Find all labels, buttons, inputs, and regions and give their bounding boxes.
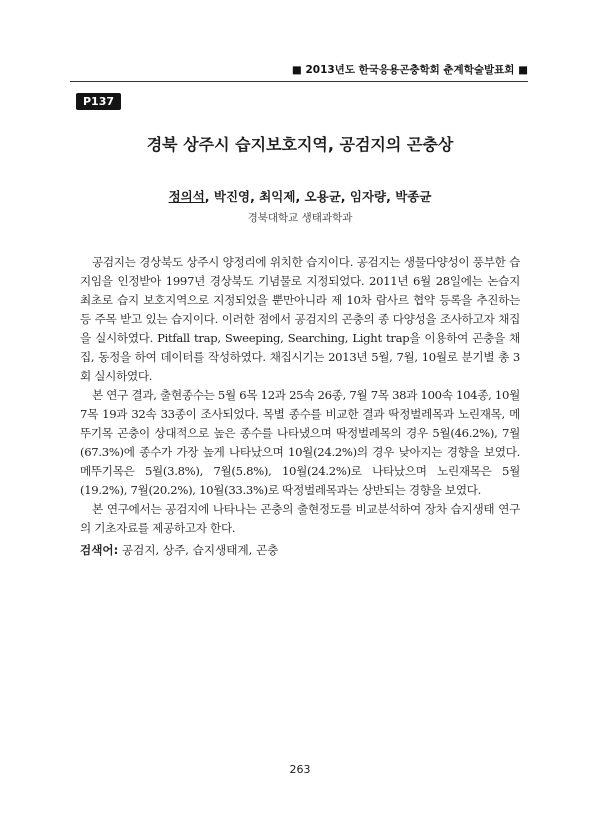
first-author: 정의석: [168, 189, 205, 204]
affiliation: 경북대학교 생태과학과: [247, 212, 353, 224]
page-number: 263: [289, 763, 311, 776]
author-list: [120, 187, 480, 205]
poster-number-badge: P137: [76, 93, 121, 110]
header-rule: [70, 81, 528, 82]
abstract-paragraph-2: 본 연구 결과, 출현종수는 5월 6목 12과 25속 26종, 7월 7목 38과 100속 104종, 10월 7목 19과 32속 33종이 조사되었다. 목별 종수를 비교한 결과 딱정벌레목과 노린재목, 메뚜기목 곤충이 상대적으로 높은 종수를 나타냈으며 딱정벌레목의 경우 5월(46.2%), 7월(67.3%)에 종수가 가장 높게 나타났으며 10월(24.2%)의 경우 낮아지는 경향을 보였다. 메뚜기목은 5월(3.8%), 7월(5.8%), 10월(24.2%)로 나타났으며 노린재목은 5월(19.2%), 7월(20.2%), 10월(33.3%)로 딱정벌레목과는 상반되는 경향을 보였다.: [80, 388, 520, 497]
abstract-body: [80, 253, 520, 538]
keywords-text: 공검지, 상주, 습지생태계, 곤충: [118, 543, 279, 557]
abstract-paragraph-1: 공검지는 경상북도 상주시 양정리에 위치한 습지이다. 공검지는 생물다양성이 풍부한 습지임을 인정받아 1997년 경상북도 기념물로 지정되었다. 2011년 6월 28일에는 논습지 최초로 습지 보호지역으로 지정되었을 뿐만아니라 제 10차 람사르 협약 등록을 추진하는 등 주목 받고 있는 습지이다. 이러한 점에서 공검지의 곤충의 종 다양성을 조사하고자 채집을 실시하였다. Pitfall trap, Sweeping, Searching, Light trap을 이용하여 곤충을 채집, 동정을 하여 데이터를 작성하였다. 채집시기는 2013년 5월, 7월, 10월로 분기별 총 3회 실시하였다.: [80, 255, 520, 383]
keywords-label: 검색어:: [80, 543, 119, 557]
paper-title: 경북 상주시 습지보호지역, 공검지의 곤충상: [146, 135, 454, 154]
keywords: [80, 541, 520, 560]
coauthors: , 박진영, 최익제, 오용균, 임자량, 박종균: [204, 189, 432, 204]
conference-header: ■ 2013년도 한국응용곤충학회 춘계학술발표회 ■: [291, 64, 528, 76]
abstract-paragraph-3: 본 연구에서는 공검지에 나타나는 곤충의 출현정도를 비교분석하여 장차 습지생태 연구의 기초자료를 제공하고자 한다.: [80, 502, 520, 535]
